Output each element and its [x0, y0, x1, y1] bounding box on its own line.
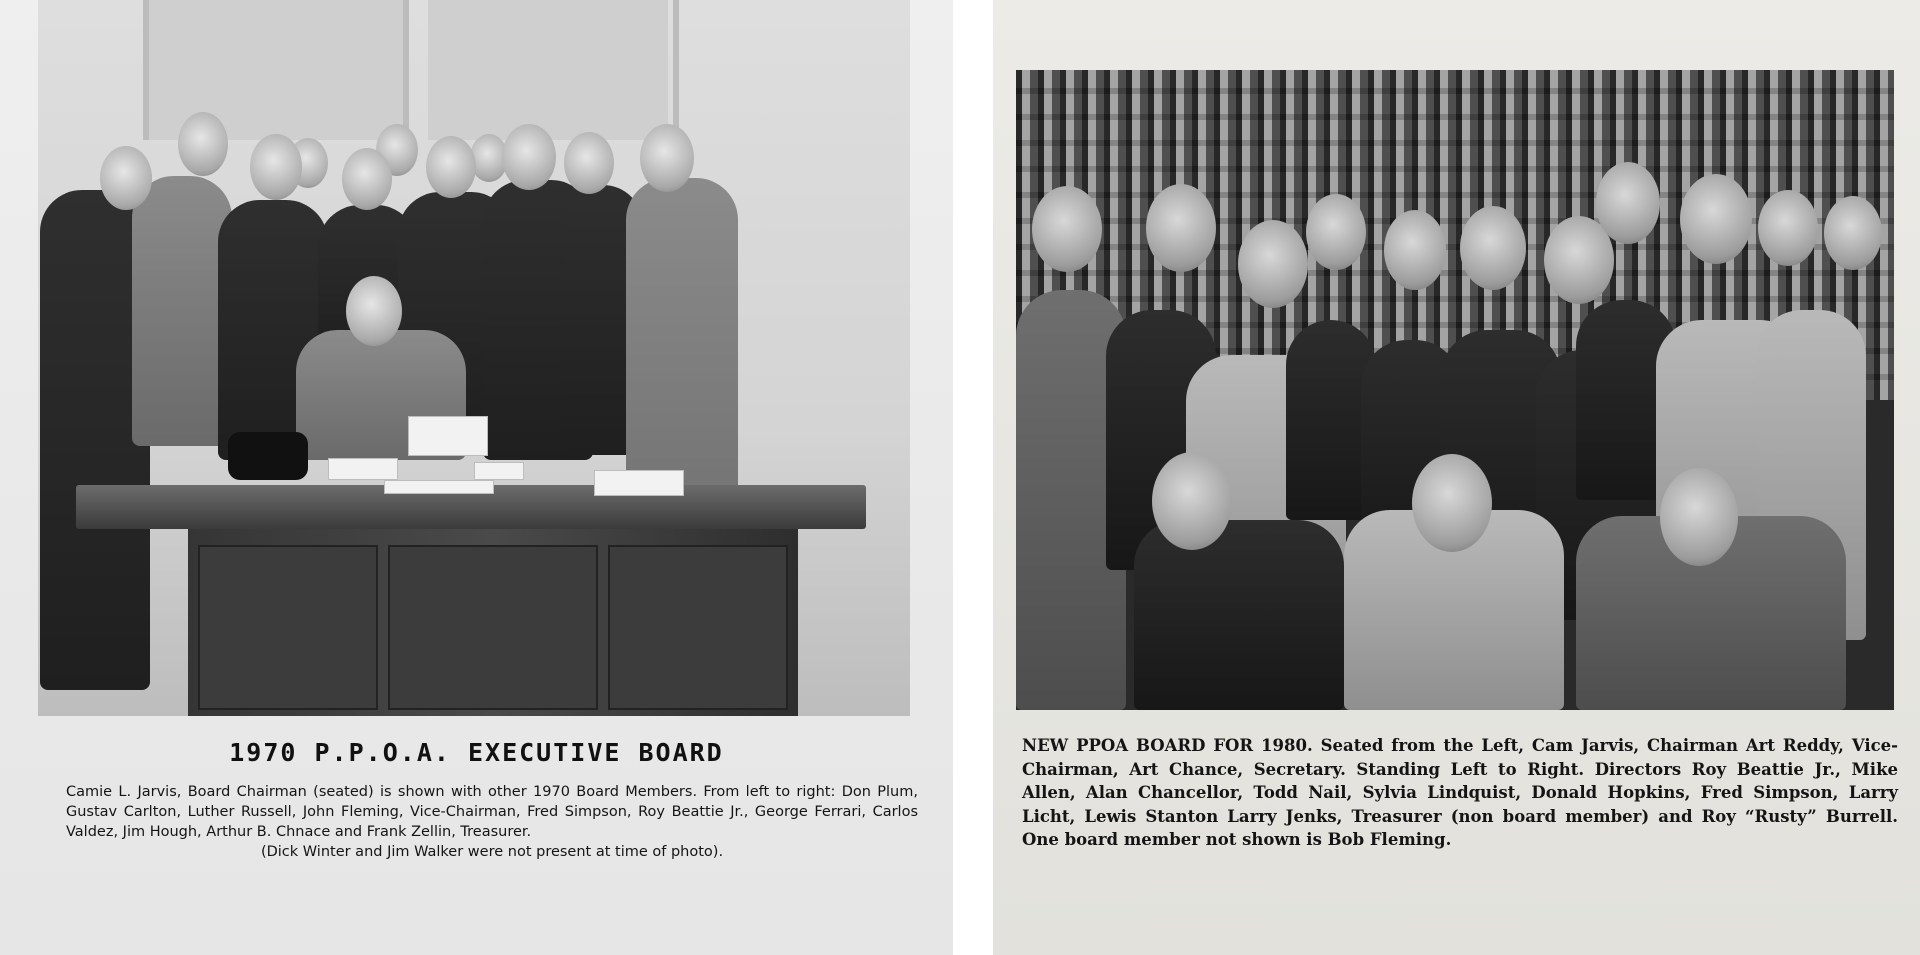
page-gutter [953, 0, 993, 955]
person-head [1758, 190, 1818, 266]
telephone [228, 432, 308, 480]
person-head [564, 132, 614, 194]
board-1970-caption [66, 782, 918, 862]
desk-panel [388, 545, 598, 710]
person-head [342, 148, 392, 210]
caption-text: Seated from the Left, Cam Jarvis, Chairman Art Reddy, Vice-Chairman, Art Chance, Secretary. Standing Left to Right. Directors Roy Beattie Jr., Mike Allen, Alan Chancellor, Todd Nail, Sylvia Lindquist, Donald Hopkins, Fred Simpson, Larry Licht, Lewis Stanton Larry Jenks, Treasurer (non board member) and Roy “Rusty” Burrell. One board member not shown is Bob Fleming. [1022, 736, 1898, 849]
wall-panel [428, 0, 668, 140]
person-head [1306, 194, 1366, 270]
wall-trim [403, 0, 409, 140]
person-standing [132, 176, 232, 446]
person-head [1660, 468, 1738, 566]
wall-trim [143, 0, 149, 140]
caption-lead: NEW PPOA BOARD FOR 1980. [1022, 736, 1313, 755]
person-head [178, 112, 228, 176]
person-head [1412, 454, 1492, 552]
caption-text: Camie L. Jarvis, Board Chairman (seated) is shown with other 1970 Board Members. From left to right: Don Plum, Gustav Carlton, Luther Russell, John Fleming, Vice-Chairman, Fred Simpson, Roy Beattie Jr., George Ferrari, Carlos Valdez, Jim Hough, Arthur B. Chnace and Frank Zellin, Treasurer. [66, 784, 918, 840]
photo-1970-board [38, 0, 910, 716]
person-head [1152, 452, 1232, 550]
desk-paper [474, 462, 524, 480]
person-head [1238, 220, 1308, 308]
person-head [1596, 162, 1660, 244]
wall-trim [673, 0, 679, 140]
person-head [250, 134, 302, 200]
person-head [1824, 196, 1882, 270]
person-head [1146, 184, 1216, 272]
desk-paper [408, 416, 488, 456]
board-1980-caption [1022, 734, 1898, 852]
person-head [502, 124, 556, 190]
desk-paper [328, 458, 398, 480]
person-head [640, 124, 694, 192]
desk-panel [608, 545, 788, 710]
desk-panel [198, 545, 378, 710]
person-head [1460, 206, 1526, 290]
person-seated [1134, 520, 1344, 710]
caption-note: (Dick Winter and Jim Walker were not present at time of photo). [260, 844, 724, 860]
photo-1980-board [1016, 70, 1894, 710]
desk-paper [384, 480, 494, 494]
person-head [100, 146, 152, 210]
person-head [1032, 186, 1102, 272]
person-head [426, 136, 476, 198]
board-1970-title: 1970 P.P.O.A. EXECUTIVE BOARD [229, 738, 724, 767]
person-head [346, 276, 402, 346]
desk-paper [594, 470, 684, 496]
person-head [1384, 210, 1446, 290]
person-head [1680, 174, 1752, 264]
